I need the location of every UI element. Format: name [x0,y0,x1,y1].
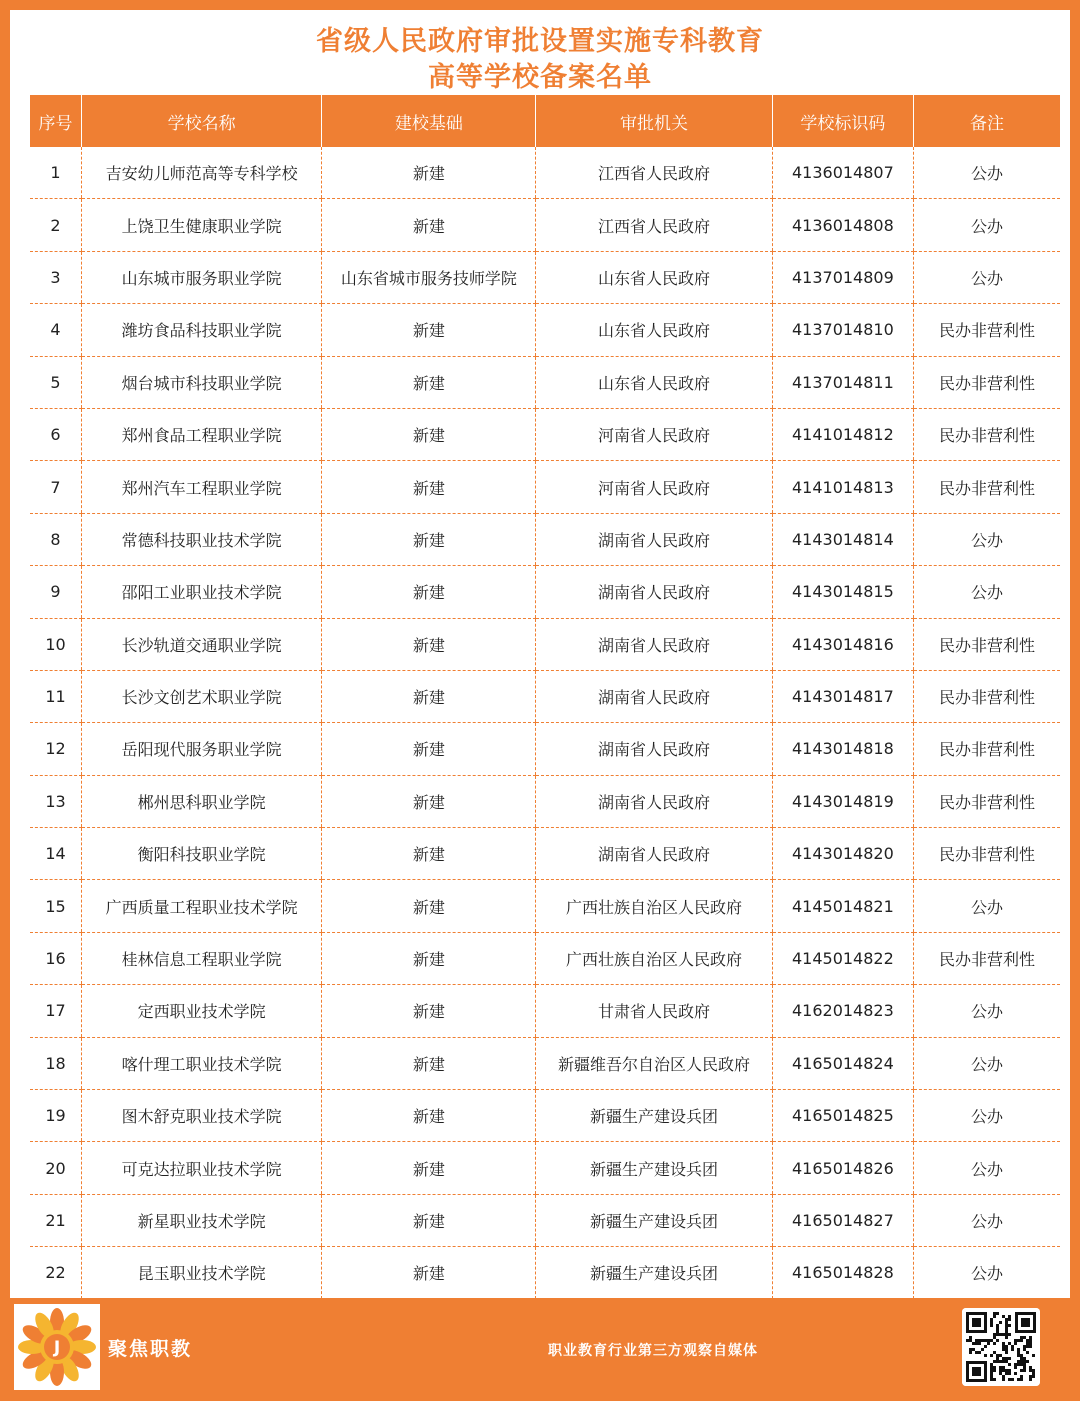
cell-approval-authority: 湖南省人民政府 [536,828,772,880]
cell-school-code: 4143014818 [772,723,913,775]
cell-approval-authority: 湖南省人民政府 [536,566,772,618]
cell-founding-basis: 新建 [322,566,536,618]
cell-index: 5 [30,356,82,408]
cell-founding-basis: 新建 [322,1142,536,1194]
cell-school-code: 4145014822 [772,932,913,984]
table-row [30,775,1060,827]
cell-remarks: 公办 [914,147,1060,199]
cell-school-name: 长沙文创艺术职业学院 [82,670,322,722]
cell-founding-basis: 新建 [322,828,536,880]
cell-index: 10 [30,618,82,670]
header-remarks: 备注 [914,95,1060,147]
cell-school-code: 4141014813 [772,461,913,513]
cell-founding-basis: 新建 [322,618,536,670]
table-row [30,251,1060,303]
cell-index: 21 [30,1194,82,1246]
cell-school-name: 郑州食品工程职业学院 [82,408,322,460]
cell-approval-authority: 广西壮族自治区人民政府 [536,932,772,984]
cell-index: 20 [30,1142,82,1194]
table-row [30,199,1060,251]
table-row [30,932,1060,984]
cell-founding-basis: 新建 [322,1194,536,1246]
table-row [30,1142,1060,1194]
cell-index: 3 [30,251,82,303]
cell-school-name: 图木舒克职业技术学院 [82,1090,322,1142]
brand-name: 聚焦职教 [108,1338,193,1360]
cell-remarks: 民办非营利性 [914,670,1060,722]
cell-remarks: 公办 [914,1037,1060,1089]
cell-founding-basis: 新建 [322,304,536,356]
cell-index: 18 [30,1037,82,1089]
table-row [30,1194,1060,1246]
cell-remarks: 公办 [914,513,1060,565]
cell-school-code: 4165014826 [772,1142,913,1194]
cell-remarks: 民办非营利性 [914,461,1060,513]
cell-approval-authority: 甘肃省人民政府 [536,985,772,1037]
table-row [30,513,1060,565]
cell-founding-basis: 新建 [322,880,536,932]
table-row [30,880,1060,932]
cell-school-name: 新星职业技术学院 [82,1194,322,1246]
cell-remarks: 民办非营利性 [914,304,1060,356]
table-row [30,618,1060,670]
cell-founding-basis: 新建 [322,1247,536,1299]
table-row [30,1090,1060,1142]
cell-founding-basis: 新建 [322,1090,536,1142]
cell-index: 1 [30,147,82,199]
cell-school-code: 4165014825 [772,1090,913,1142]
header-school-code: 学校标识码 [772,95,913,147]
cell-school-code: 4141014812 [772,408,913,460]
cell-founding-basis: 山东省城市服务技师学院 [322,251,536,303]
qr-code-icon [962,1308,1040,1386]
cell-founding-basis: 新建 [322,461,536,513]
cell-school-name: 常德科技职业技术学院 [82,513,322,565]
cell-school-name: 衡阳科技职业学院 [82,828,322,880]
table-row [30,723,1060,775]
cell-founding-basis: 新建 [322,670,536,722]
table-row [30,356,1060,408]
cell-school-code: 4143014816 [772,618,913,670]
cell-index: 16 [30,932,82,984]
cell-school-name: 广西质量工程职业技术学院 [82,880,322,932]
cell-approval-authority: 湖南省人民政府 [536,723,772,775]
cell-founding-basis: 新建 [322,513,536,565]
cell-index: 15 [30,880,82,932]
cell-approval-authority: 山东省人民政府 [536,356,772,408]
cell-school-code: 4136014808 [772,199,913,251]
cell-school-name: 山东城市服务职业学院 [82,251,322,303]
cell-founding-basis: 新建 [322,408,536,460]
cell-approval-authority: 湖南省人民政府 [536,775,772,827]
cell-remarks: 公办 [914,251,1060,303]
cell-founding-basis: 新建 [322,356,536,408]
header-school-name: 学校名称 [82,95,322,147]
cell-founding-basis: 新建 [322,1037,536,1089]
brand-slogan: 职业教育行业第三方观察自媒体 [548,1343,758,1359]
cell-school-name: 潍坊食品科技职业学院 [82,304,322,356]
cell-remarks: 民办非营利性 [914,723,1060,775]
table-body [30,147,1060,1299]
cell-remarks: 民办非营利性 [914,828,1060,880]
cell-school-name: 邵阳工业职业技术学院 [82,566,322,618]
cell-index: 2 [30,199,82,251]
cell-approval-authority: 山东省人民政府 [536,251,772,303]
cell-school-name: 郴州思科职业学院 [82,775,322,827]
table-row [30,1247,1060,1299]
cell-school-name: 昆玉职业技术学院 [82,1247,322,1299]
cell-school-name: 长沙轨道交通职业学院 [82,618,322,670]
cell-founding-basis: 新建 [322,932,536,984]
title-line-2: 高等学校备案名单 [428,62,652,93]
sunflower-logo-icon [14,1304,100,1390]
cell-remarks: 公办 [914,985,1060,1037]
cell-index: 13 [30,775,82,827]
header-index: 序号 [30,95,82,147]
footer [0,1298,1080,1401]
cell-approval-authority: 新疆生产建设兵团 [536,1247,772,1299]
cell-index: 11 [30,670,82,722]
table-row [30,828,1060,880]
cell-approval-authority: 山东省人民政府 [536,304,772,356]
document-page [10,10,1070,1298]
cell-school-name: 烟台城市科技职业学院 [82,356,322,408]
table-row [30,670,1060,722]
cell-school-name: 吉安幼儿师范高等专科学校 [82,147,322,199]
cell-school-name: 定西职业技术学院 [82,985,322,1037]
table-row [30,304,1060,356]
cell-school-code: 4143014820 [772,828,913,880]
cell-school-code: 4165014827 [772,1194,913,1246]
cell-school-name: 喀什理工职业技术学院 [82,1037,322,1089]
cell-school-name: 上饶卫生健康职业学院 [82,199,322,251]
cell-school-name: 郑州汽车工程职业学院 [82,461,322,513]
cell-approval-authority: 新疆维吾尔自治区人民政府 [536,1037,772,1089]
cell-approval-authority: 江西省人民政府 [536,147,772,199]
cell-remarks: 民办非营利性 [914,932,1060,984]
cell-school-code: 4162014823 [772,985,913,1037]
cell-remarks: 民办非营利性 [914,775,1060,827]
cell-remarks: 公办 [914,1247,1060,1299]
table-header-row [30,95,1060,147]
cell-approval-authority: 湖南省人民政府 [536,618,772,670]
cell-index: 19 [30,1090,82,1142]
cell-school-name: 可克达拉职业技术学院 [82,1142,322,1194]
cell-approval-authority: 湖南省人民政府 [536,670,772,722]
cell-school-name: 岳阳现代服务职业学院 [82,723,322,775]
cell-school-code: 4143014817 [772,670,913,722]
cell-index: 22 [30,1247,82,1299]
cell-remarks: 公办 [914,1090,1060,1142]
cell-remarks: 公办 [914,566,1060,618]
cell-remarks: 公办 [914,880,1060,932]
table-row [30,147,1060,199]
cell-index: 12 [30,723,82,775]
cell-index: 6 [30,408,82,460]
cell-school-code: 4137014810 [772,304,913,356]
cell-school-code: 4165014828 [772,1247,913,1299]
table-row [30,985,1060,1037]
cell-founding-basis: 新建 [322,723,536,775]
cell-school-code: 4143014814 [772,513,913,565]
school-filing-table [30,95,1060,1300]
cell-approval-authority: 新疆生产建设兵团 [536,1090,772,1142]
cell-approval-authority: 新疆生产建设兵团 [536,1194,772,1246]
table-row [30,408,1060,460]
cell-index: 8 [30,513,82,565]
cell-approval-authority: 河南省人民政府 [536,461,772,513]
cell-founding-basis: 新建 [322,199,536,251]
table-row [30,566,1060,618]
cell-remarks: 民办非营利性 [914,356,1060,408]
cell-index: 4 [30,304,82,356]
svg-text:J: J [53,1338,61,1358]
header-approval-authority: 审批机关 [536,95,772,147]
cell-index: 14 [30,828,82,880]
cell-index: 9 [30,566,82,618]
cell-school-code: 4165014824 [772,1037,913,1089]
cell-remarks: 公办 [914,1142,1060,1194]
cell-index: 17 [30,985,82,1037]
title-line-1: 省级人民政府审批设置实施专科教育 [316,26,764,57]
cell-school-code: 4145014821 [772,880,913,932]
cell-school-code: 4137014809 [772,251,913,303]
cell-founding-basis: 新建 [322,147,536,199]
cell-approval-authority: 湖南省人民政府 [536,513,772,565]
cell-school-code: 4136014807 [772,147,913,199]
table-row [30,1037,1060,1089]
cell-school-code: 4143014819 [772,775,913,827]
cell-approval-authority: 新疆生产建设兵团 [536,1142,772,1194]
cell-approval-authority: 江西省人民政府 [536,199,772,251]
cell-founding-basis: 新建 [322,985,536,1037]
table-row [30,461,1060,513]
cell-approval-authority: 河南省人民政府 [536,408,772,460]
cell-remarks: 公办 [914,1194,1060,1246]
cell-remarks: 民办非营利性 [914,618,1060,670]
header-founding-basis: 建校基础 [322,95,536,147]
cell-school-name: 桂林信息工程职业学院 [82,932,322,984]
cell-remarks: 民办非营利性 [914,408,1060,460]
cell-school-code: 4143014815 [772,566,913,618]
cell-remarks: 公办 [914,199,1060,251]
cell-school-code: 4137014811 [772,356,913,408]
cell-approval-authority: 广西壮族自治区人民政府 [536,880,772,932]
cell-index: 7 [30,461,82,513]
page-title [10,24,1070,96]
cell-founding-basis: 新建 [322,775,536,827]
